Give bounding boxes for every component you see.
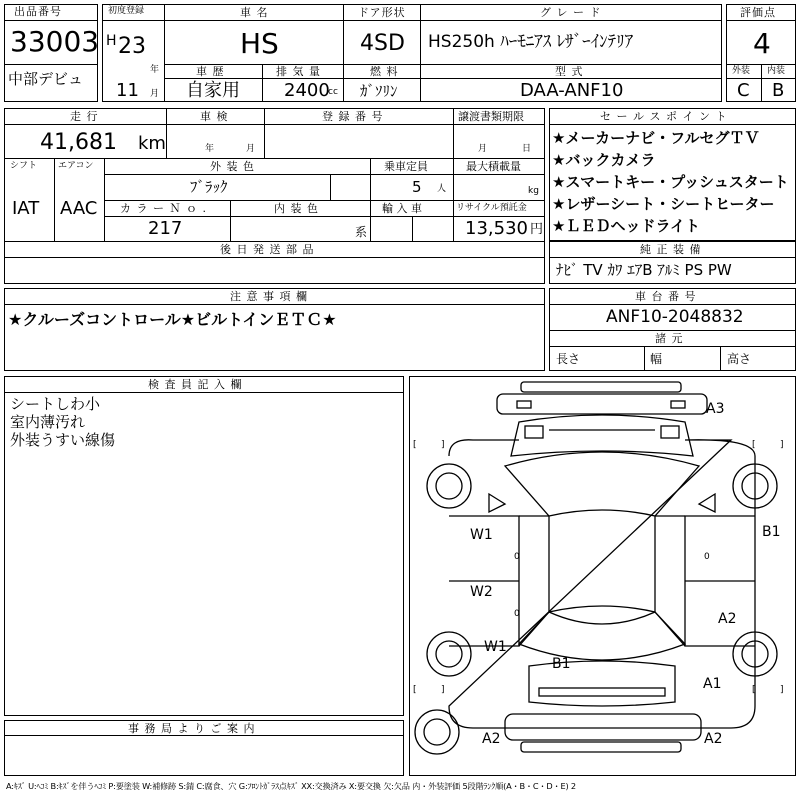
score-label: 評価点: [740, 6, 776, 19]
load-label: 最大積載量: [466, 160, 521, 173]
int-color-label: 内 装 色: [274, 202, 319, 215]
mileage-unit: km: [138, 133, 166, 154]
height-label: 高さ: [727, 352, 752, 366]
inspector-note: 室内薄汚れ: [10, 413, 86, 431]
damage-mark: W1: [484, 639, 507, 655]
legend: A:ｷｽﾞ U:ﾍｺﾐ B:ｷｽﾞを伴うﾍｺﾐ P:要塗装 W:補修跡 S:錆 C:腐食、穴 G:ﾌﾛﾝﾄｶﾞﾗｽ点ｷｽﾞ XX:交換済み X:要交換 欠:欠品 内・外装評価 5段階ﾗﾝｸ順(A・B・C・D・E) 2: [6, 781, 576, 791]
sales-points-label: セ ー ル ス ポ イ ン ト: [600, 110, 728, 123]
equipment-value: ﾅﾋﾞ TV ｶﾜ ｴｱB ｱﾙﾐ PS PW: [556, 261, 732, 279]
sales-point-item: ★ＬＥＤヘッドライト: [552, 217, 700, 235]
lot-number: 33003: [10, 25, 100, 58]
int-color-suffix: 系: [355, 225, 368, 239]
bracket-close: ]: [780, 440, 784, 450]
chassis-label: 車 台 番 号: [635, 290, 697, 303]
grade: HS250h ﾊｰﾓﾆｱｽ ﾚｻﾞｰｲﾝﾃﾘｱ: [428, 32, 634, 52]
int-grade-label: 内装: [767, 66, 786, 76]
debut-label: 中部デビュ: [8, 70, 84, 88]
int-grade: B: [772, 80, 785, 101]
sales-point-item: ★バックカメラ: [552, 151, 656, 169]
transfer-day-unit: 日: [522, 144, 532, 154]
first-reg-label: 初度登録: [108, 6, 145, 16]
damage-mark: W1: [470, 527, 493, 543]
later-parts-label: 後 日 発 送 部 品: [220, 243, 315, 256]
zero-mark: 0: [514, 609, 520, 619]
ac-label: エアコン: [58, 161, 94, 171]
fuel-label: 燃 料: [370, 65, 399, 78]
notes-value: ★クルーズコントロール★ビルトインＥＴＣ★: [8, 310, 337, 329]
office-label: 事 務 局 よ り ご 案 内: [128, 722, 256, 735]
inspector-note: シートしわ小: [10, 395, 101, 413]
ext-color-label: 外 装 色: [210, 160, 255, 173]
score: 4: [753, 27, 771, 60]
model-label: 型 式: [555, 65, 584, 78]
sales-point-item: ★レザーシート・シートヒーター: [552, 195, 775, 213]
recycle-label: リサイクル預託金: [456, 203, 527, 213]
month-unit: 月: [150, 89, 160, 99]
transfer-label: 譲渡書類期限: [458, 110, 524, 123]
model: DAA-ANF10: [520, 80, 624, 101]
mileage-label: 走 行: [70, 110, 99, 123]
displacement: 2400: [284, 80, 330, 101]
shift-label: シフト: [10, 161, 38, 171]
car-diagram: [409, 376, 796, 776]
damage-mark: W2: [470, 584, 493, 600]
year-unit: 年: [150, 65, 160, 75]
history: 自家用: [186, 80, 240, 101]
door-label: ドア形状: [358, 6, 406, 19]
inspection-label: 車 検: [200, 110, 229, 123]
fuel: ｶﾞｿﾘﾝ: [360, 82, 398, 100]
sales-point-item: ★スマートキー・プッシュスタート: [552, 173, 789, 191]
transfer-month-unit: 月: [478, 144, 488, 154]
bracket-close: ]: [441, 440, 445, 450]
bracket-open: [: [413, 685, 417, 695]
color-no-label: カ ラ ー Ｎ ｏ .: [120, 202, 207, 215]
displacement-label: 排 気 量: [276, 65, 321, 78]
inspector-note: 外装うすい線傷: [10, 431, 116, 449]
inspector-label: 検 査 員 記 入 欄: [148, 378, 243, 391]
equipment-label: 純 正 装 備: [640, 243, 702, 256]
displacement-unit: cc: [328, 87, 338, 97]
reg-no-label: 登 録 番 号: [322, 110, 384, 123]
bracket-open: [: [752, 440, 756, 450]
length-label: 長さ: [556, 352, 581, 366]
ext-grade-label: 外装: [732, 66, 751, 76]
lot-number-label: 出品番号: [14, 5, 62, 18]
recycle-amount: 13,530: [465, 218, 528, 239]
import-label: 輸 入 車: [382, 202, 422, 215]
bracket-open: [: [413, 440, 417, 450]
notes-label: 注 意 事 項 欄: [230, 290, 308, 303]
car-name-label: 車 名: [240, 6, 269, 19]
damage-mark: A3: [706, 401, 725, 417]
damage-mark: B1: [762, 524, 781, 540]
bracket-close: ]: [441, 685, 445, 695]
inspection-year-unit: 年: [205, 144, 215, 154]
damage-mark: A2: [704, 731, 723, 747]
damage-mark: A1: [703, 676, 722, 692]
ac: AAC: [60, 198, 98, 219]
ext-grade: C: [737, 80, 750, 101]
bracket-open: [: [752, 685, 756, 695]
bracket-close: ]: [780, 685, 784, 695]
color-no: 217: [148, 218, 183, 239]
recycle-unit: 円: [530, 222, 544, 237]
zero-mark: 0: [514, 552, 520, 562]
first-reg-month: 11: [116, 80, 139, 101]
width-label: 幅: [650, 352, 663, 366]
chassis-number: ANF10-2048832: [606, 307, 744, 327]
grade-label: グ レ ー ド: [540, 6, 602, 19]
door-type: 4SD: [360, 31, 405, 56]
seats-label: 乗車定員: [384, 160, 428, 173]
era: H: [106, 33, 117, 49]
seats: 5: [412, 178, 422, 196]
first-reg-year: 23: [118, 34, 146, 59]
dims-label: 諸 元: [655, 332, 684, 345]
inspection-month-unit: 月: [246, 144, 256, 154]
mileage: 41,681: [40, 130, 117, 155]
ext-color: ﾌﾞﾗｯｸ: [190, 178, 228, 196]
load-unit: kg: [528, 186, 539, 196]
shift: IAT: [12, 198, 40, 219]
damage-mark: A2: [718, 611, 737, 627]
damage-mark: A2: [482, 731, 501, 747]
sales-point-item: ★メーカーナビ・フルセグＴＶ: [552, 129, 760, 147]
history-label: 車 歴: [196, 65, 225, 78]
zero-mark: 0: [704, 552, 710, 562]
car-name: HS: [240, 27, 279, 60]
damage-mark: B1: [552, 656, 571, 672]
seats-unit: 人: [437, 184, 447, 194]
